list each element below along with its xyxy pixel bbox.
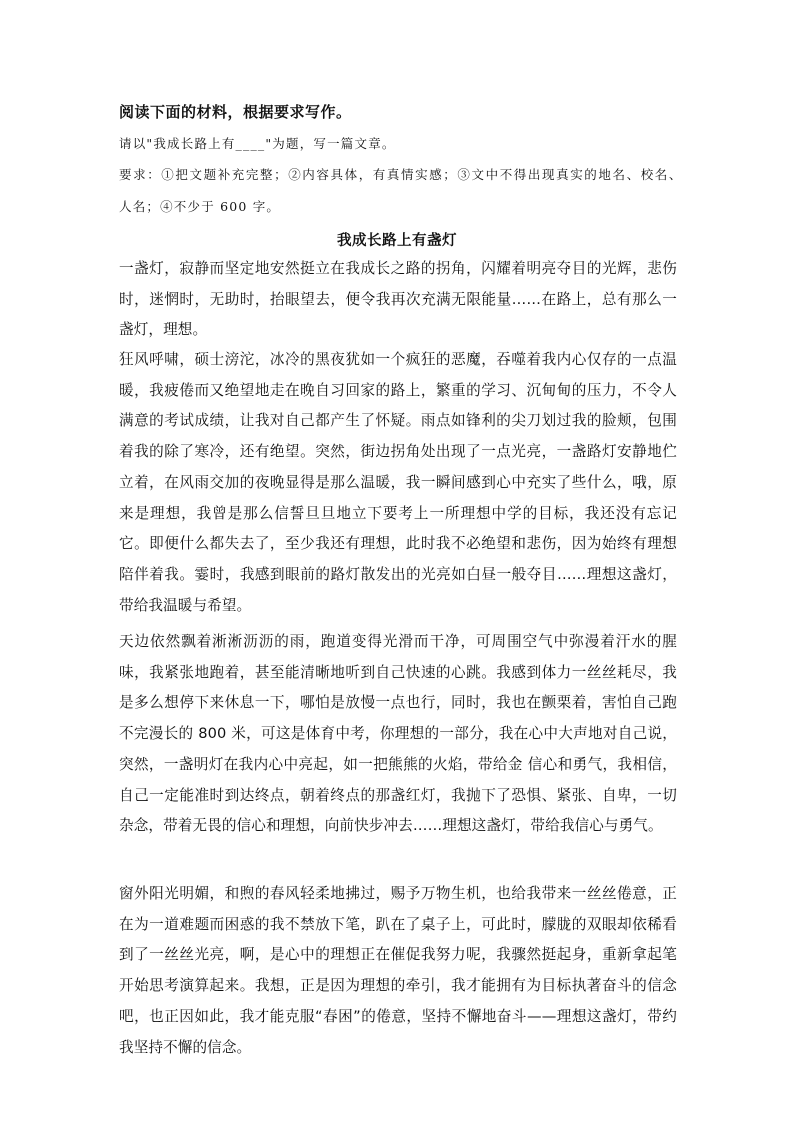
- instruction-prompt: 请以"我成长路上有____"为题，写一篇文章。: [119, 136, 396, 151]
- essay-title: 我成长路上有盏灯: [337, 233, 457, 249]
- essay-paragraph-1: 一盏灯，寂静而坚定地安然挺立在我成长之路的拐角，闪耀着明亮夺目的光辉，悲伤时，迷惘时，无助时，抬眼望去，便令我再次充满无限能量……在路上，总有那么一盏灯，理想。: [119, 260, 677, 339]
- essay-paragraph-4: 窗外阳光明媚，和煦的春风轻柔地拂过，赐予万物生机，也给我带来一丝丝倦意，正在为一道难题而困惑的我不禁放下笔，趴在了桌子上，可此时，朦胧的双眼却依稀看到了一丝丝光亮，啊，是心中的理想正在催促我努力呢，我骤然挺起身，重新拿起笔开始思考演算起来。我想，正是因为理想的牵引，我才能拥有为目标执著奋斗的信念吧，也正因如此，我才能克服“春困”的倦意，坚持不懈地奋斗——理想这盏灯，带约我坚持不懈的信念。: [119, 885, 677, 1056]
- essay-paragraph-2: 狂风呼啸，硕士滂沱，冰冷的黑夜犹如一个疯狂的恶魔，吞噬着我内心仅存的一点温暖，我疲倦而又绝望地走在晚自习回家的路上，繁重的学习、沉甸甸的压力，不令人满意的考试成绩，让我对自己都产生了怀疑。雨点如锋利的尖刀划过我的脸颊，包围着我的除了寒冷，还有绝望。突然，街边拐角处出现了一点光亮，一盏路灯安静地伫立着，在风雨交加的夜晚显得是那么温暖，我一瞬间感到心中充实了些什么，哦，原来是理想，我曾是那么信誓旦旦地立下要考上一所理想中学的目标，我还没有忘记它。即便什么都失去了，至少我还有理想，此时我不必绝望和悲伤，因为始终有理想陪伴着我。霎时，我感到眼前的路灯散发出的光亮如白昼一般夺目……理想这盏灯，带给我温暖与希望。: [119, 351, 677, 614]
- essay-paragraph-3: 天边依然飘着淅淅沥沥的雨，跑道变得光滑而干净，可周围空气中弥漫着汗水的腥味，我紧张地跑着，甚至能清晰地听到自己快速的心跳。我感到体力一丝丝耗尽，我是多么想停下来休息一下，哪怕是放慢一点也行，同时，我也在颤栗着，害怕自己跑不完漫长的 800 米，可这是体育中考，你理想的一部分，我在心中大声地对自己说，突然，一盏明灯在我内心中亮起，如一把熊熊的火焰，带给金 信心和勇气，我相信，自己一定能准时到达终点，朝着终点的那盏红灯，我抛下了恐惧、紧张、自卑，一切杂念，带着无畏的信心和理想，向前快步冲去……理想这盏灯，带给我信心与勇气。: [119, 633, 677, 835]
- instruction-requirements-line1: 要求：①把文题补充完整；②内容具体，有真情实感；③文中不得出现真实的地名、校名、: [119, 167, 684, 182]
- instruction-requirements-line2: 人名；④不少于 600 字。: [119, 199, 281, 214]
- instruction-heading: 阅读下面的材料，根据要求写作。: [119, 103, 352, 121]
